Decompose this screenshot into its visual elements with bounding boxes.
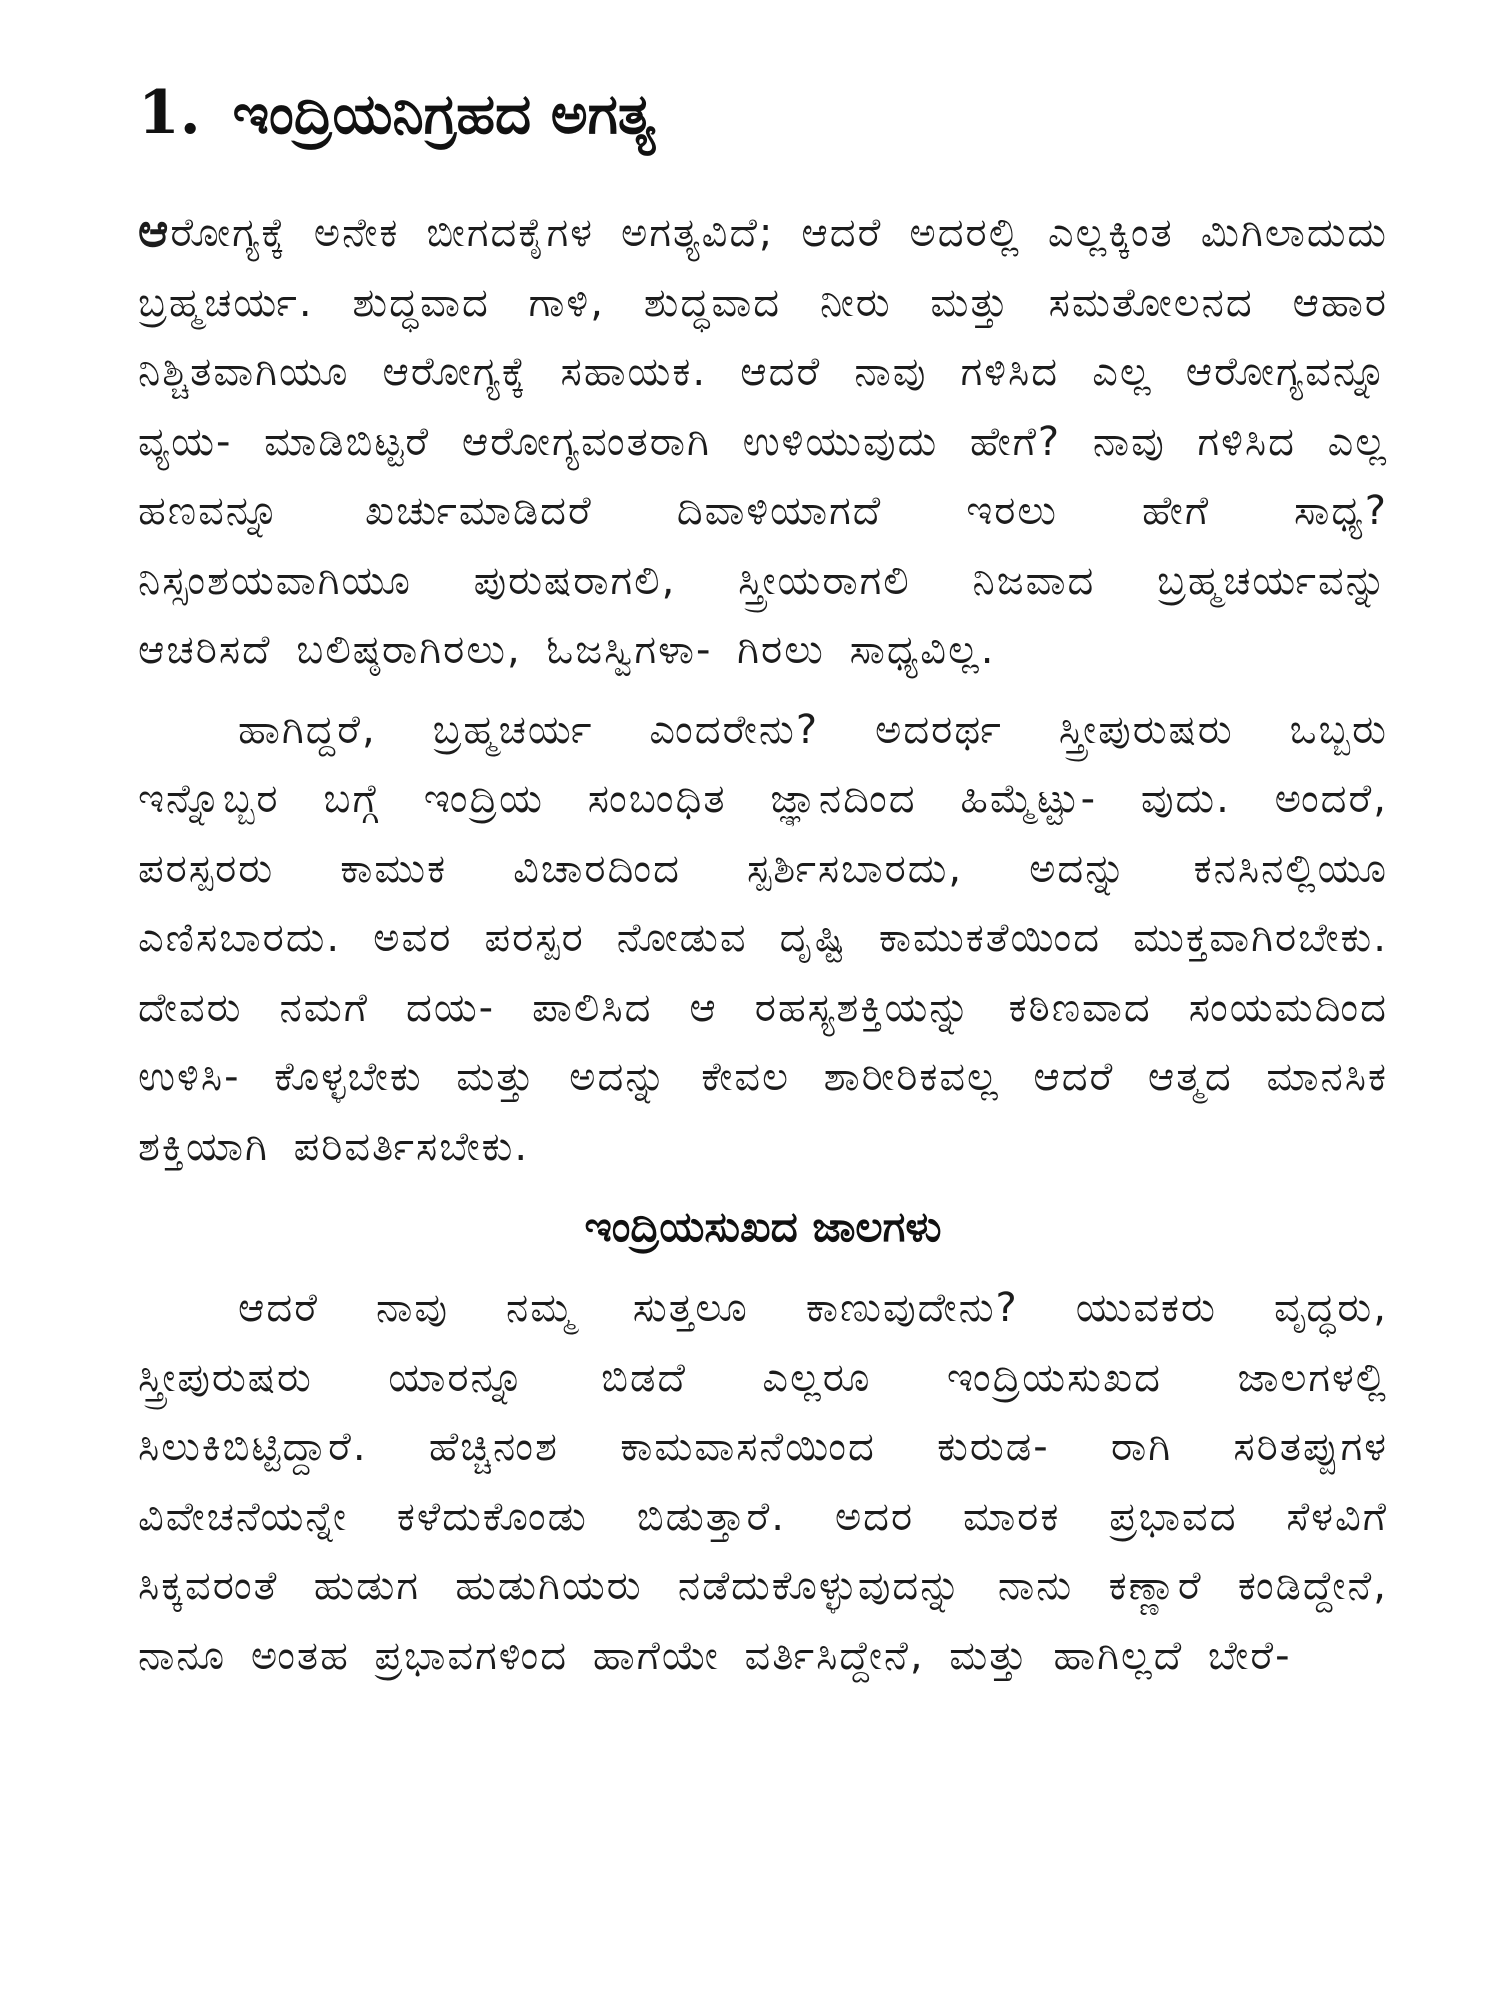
chapter-title-text: ಇಂದ್ರಿಯನಿಗ್ರಹದ ಅಗತ್ಯ <box>232 82 656 147</box>
chapter-title <box>138 78 1388 150</box>
section-heading: ಇಂದ್ರಿಯಸುಖದ ಜಾಲಗಳು <box>584 1202 942 1251</box>
paragraph-1 <box>138 196 1388 686</box>
paragraph-1-text: ರೋಗ್ಯಕ್ಕೆ ಅನೇಕ ಬೀಗದಕೈಗಳ ಅಗತ್ಯವಿದೆ; ಆದರೆ ಅದರಲ್ಲಿ ಎಲ್ಲಕ್ಕಿಂತ ಮಿಗಿಲಾದುದು ಬ್ರಹ್ಮಚರ್ಯ. ಶುದ್ಧವಾದ ಗಾಳಿ, ಶುದ್ಧವಾದ ನೀರು ಮತ್ತು ಸಮತೋಲನದ ಆಹಾರ ನಿಶ್ಚಿತವಾಗಿಯೂ ಆರೋಗ್ಯಕ್ಕೆ ಸಹಾಯಕ. ಆದರೆ ನಾವು ಗಳಿಸಿದ ಎಲ್ಲ ಆರೋಗ್ಯವನ್ನೂ ವ್ಯಯ- ಮಾಡಿಬಿಟ್ಟರೆ ಆರೋಗ್ಯವಂತರಾಗಿ ಉಳಿಯುವುದು ಹೇಗೆ? ನಾವು ಗಳಿಸಿದ ಎಲ್ಲ ಹಣವನ್ನೂ ಖರ್ಚುಮಾಡಿದರೆ ದಿವಾಳಿಯಾಗದೆ ಇರಲು ಹೇಗೆ ಸಾಧ್ಯ? ನಿಸ್ಸಂಶಯವಾಗಿಯೂ ಪುರುಷರಾಗಲಿ, ಸ್ತ್ರೀಯರಾಗಲಿ ನಿಜವಾದ ಬ್ರಹ್ಮಚರ್ಯವನ್ನು ಆಚರಿಸದೆ ಬಲಿಷ್ಠರಾಗಿರಲು, ಓಜಸ್ವಿಗಳಾ- ಗಿರಲು ಸಾಧ್ಯವಿಲ್ಲ. <box>138 210 1388 673</box>
paragraph-2: ಹಾಗಿದ್ದರೆ, ಬ್ರಹ್ಮಚರ್ಯ ಎಂದರೇನು? ಅದರರ್ಥ ಸ್ತ್ರೀಪುರುಷರು ಒಬ್ಬರು ಇನ್ನೊಬ್ಬರ ಬಗ್ಗೆ ಇಂದ್ರಿಯ ಸಂಬಂಧಿತ ಜ್ಞಾನದಿಂದ ಹಿಮ್ಮೆಟ್ಟು- ವುದು. ಅಂದರೆ, ಪರಸ್ಪರರು ಕಾಮುಕ ವಿಚಾರದಿಂದ ಸ್ಪರ್ಶಿಸಬಾರದು, ಅದನ್ನು ಕನಸಿನಲ್ಲಿಯೂ ಎಣಿಸಬಾರದು. ಅವರ ಪರಸ್ಪರ ನೋಡುವ ದೃಷ್ಟಿ ಕಾಮುಕತೆಯಿಂದ ಮುಕ್ತವಾಗಿರಬೇಕು. ದೇವರು ನಮಗೆ ದಯ- ಪಾಲಿಸಿದ ಆ ರಹಸ್ಯಶಕ್ತಿಯನ್ನು ಕಠಿಣವಾದ ಸಂಯಮದಿಂದ ಉಳಿಸಿ- ಕೊಳ್ಳಬೇಕು ಮತ್ತು ಅದನ್ನು ಕೇವಲ ಶಾರೀರಿಕವಲ್ಲ ಆದರೆ ಆತ್ಮದ ಮಾನಸಿಕ ಶಕ್ತಿಯಾಗಿ ಪರಿವರ್ತಿಸಬೇಕು. <box>138 706 1388 1170</box>
paragraph-3: ಆದರೆ ನಾವು ನಮ್ಮ ಸುತ್ತಲೂ ಕಾಣುವುದೇನು? ಯುವಕರು ವೃದ್ಧರು, ಸ್ತ್ರೀಪುರುಷರು ಯಾರನ್ನೂ ಬಿಡದೆ ಎಲ್ಲರೂ ಇಂದ್ರಿಯಸುಖದ ಜಾಲಗಳಲ್ಲಿ ಸಿಲುಕಿಬಿಟ್ಟಿದ್ದಾರೆ. ಹೆಚ್ಚಿನಂಶ ಕಾಮವಾಸನೆಯಿಂದ ಕುರುಡ- ರಾಗಿ ಸರಿತಪ್ಪುಗಳ ವಿವೇಚನೆಯನ್ನೇ ಕಳೆದುಕೊಂಡು ಬಿಡುತ್ತಾರೆ. ಅದರ ಮಾರಕ ಪ್ರಭಾವದ ಸೆಳವಿಗೆ ಸಿಕ್ಕವರಂತೆ ಹುಡುಗ ಹುಡುಗಿಯರು ನಡೆದುಕೊಳ್ಳುವುದನ್ನು ನಾನು ಕಣ್ಣಾರೆ ಕಂಡಿದ್ದೇನೆ, ನಾನೂ ಅಂತಹ ಪ್ರಭಾವಗಳಿಂದ ಹಾಗೆಯೇ ವರ್ತಿಸಿದ್ದೇನೆ, ಮತ್ತು ಹಾಗಿಲ್ಲದೆ ಬೇರೆ- <box>138 1285 1388 1679</box>
chapter-number: 1. <box>138 78 201 148</box>
dropcap-letter: ಆ <box>138 203 171 257</box>
document-page <box>138 58 1388 1978</box>
